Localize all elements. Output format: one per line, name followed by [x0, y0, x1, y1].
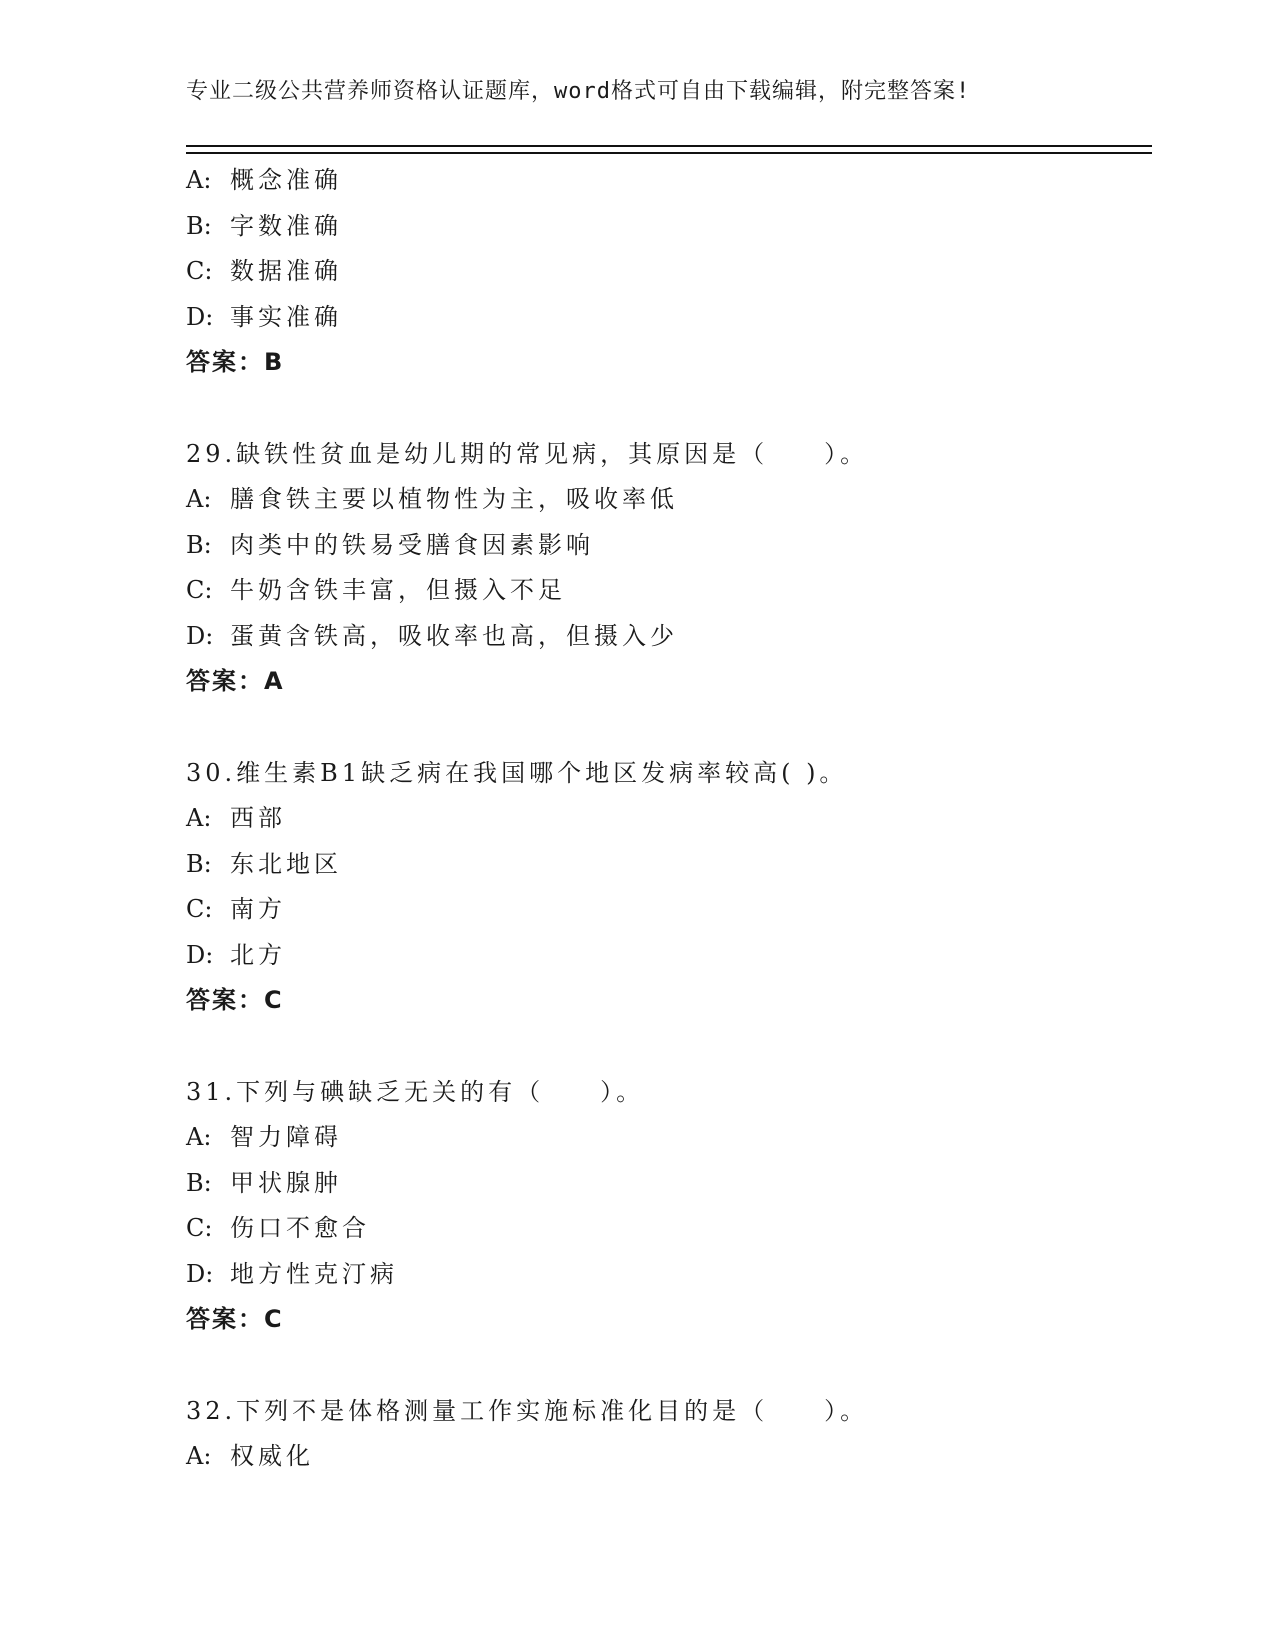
option-a — [186, 477, 1146, 523]
option-letter: D: — [186, 621, 214, 650]
spacer — [186, 386, 1146, 432]
question-text: 32.下列不是体格测量工作实施标准化目的是（ ）。 — [186, 1396, 869, 1425]
option-text: 西部 — [230, 804, 286, 832]
option-text: 北方 — [230, 940, 286, 969]
option-b — [186, 1161, 1146, 1207]
option-letter: C: — [186, 1214, 213, 1242]
option-b — [186, 523, 1146, 569]
option-text: 东北地区 — [230, 849, 342, 878]
option-letter: D: — [186, 1259, 214, 1288]
option-letter: B: — [186, 849, 212, 878]
option-c — [186, 568, 1146, 614]
option-letter: B: — [186, 1168, 212, 1197]
option-a — [186, 158, 1146, 204]
option-d — [186, 1252, 1146, 1298]
option-letter: C: — [186, 576, 213, 604]
answer-line: 答案：C — [186, 986, 284, 1014]
question-block-30 — [186, 751, 1146, 1024]
option-c — [186, 1206, 1146, 1252]
option-text: 甲状腺肿 — [230, 1168, 342, 1197]
question-text: 30.维生素B1缺乏病在我国哪个地区发病率较高( )。 — [186, 758, 848, 787]
question-content — [186, 158, 1146, 1480]
header-divider — [186, 145, 1152, 154]
option-letter: B: — [186, 530, 212, 559]
question-text: 29.缺铁性贫血是幼儿期的常见病，其原因是（ ）。 — [186, 439, 869, 468]
option-text: 肉类中的铁易受膳食因素影响 — [230, 530, 594, 559]
option-text: 地方性克汀病 — [230, 1259, 398, 1288]
option-text: 权威化 — [230, 1442, 314, 1470]
option-c — [186, 887, 1146, 933]
question-block-29 — [186, 432, 1146, 705]
option-letter: A: — [186, 804, 212, 832]
spacer — [186, 705, 1146, 751]
question-block-32 — [186, 1389, 1146, 1480]
option-letter: A: — [186, 1123, 212, 1151]
option-text: 字数准确 — [230, 211, 342, 240]
option-d — [186, 295, 1146, 341]
option-b — [186, 204, 1146, 250]
option-d — [186, 614, 1146, 660]
question-block-31 — [186, 1070, 1146, 1343]
answer-line: 答案：C — [186, 1305, 284, 1333]
answer-line: 答案：B — [186, 348, 285, 376]
option-letter: C: — [186, 257, 213, 285]
option-a — [186, 1115, 1146, 1161]
option-text: 智力障碍 — [230, 1123, 342, 1151]
question-block-28 — [186, 158, 1146, 386]
option-text: 伤口不愈合 — [230, 1214, 370, 1242]
spacer — [186, 1024, 1146, 1070]
option-a — [186, 796, 1146, 842]
option-letter: D: — [186, 302, 214, 331]
option-letter: A: — [186, 166, 212, 194]
question-text: 31.下列与碘缺乏无关的有（ ）。 — [186, 1077, 645, 1106]
option-text: 数据准确 — [230, 257, 342, 285]
option-d — [186, 933, 1146, 979]
option-text: 南方 — [230, 895, 286, 923]
option-a — [186, 1434, 1146, 1480]
option-letter: C: — [186, 895, 213, 923]
answer-line: 答案：A — [186, 667, 285, 695]
option-text: 概念准确 — [230, 166, 342, 194]
option-text: 牛奶含铁丰富，但摄入不足 — [230, 576, 566, 604]
option-b — [186, 842, 1146, 888]
option-text: 蛋黄含铁高，吸收率也高，但摄入少 — [230, 621, 678, 650]
option-letter: A: — [186, 1442, 212, 1470]
option-c — [186, 249, 1146, 295]
option-text: 膳食铁主要以植物性为主，吸收率低 — [230, 485, 678, 513]
spacer — [186, 1343, 1146, 1389]
option-text: 事实准确 — [230, 302, 342, 331]
option-letter: D: — [186, 940, 214, 969]
option-letter: A: — [186, 485, 212, 513]
page-header-title: 专业二级公共营养师资格认证题库，word格式可自由下载编辑，附完整答案! — [186, 79, 971, 104]
option-letter: B: — [186, 211, 212, 240]
